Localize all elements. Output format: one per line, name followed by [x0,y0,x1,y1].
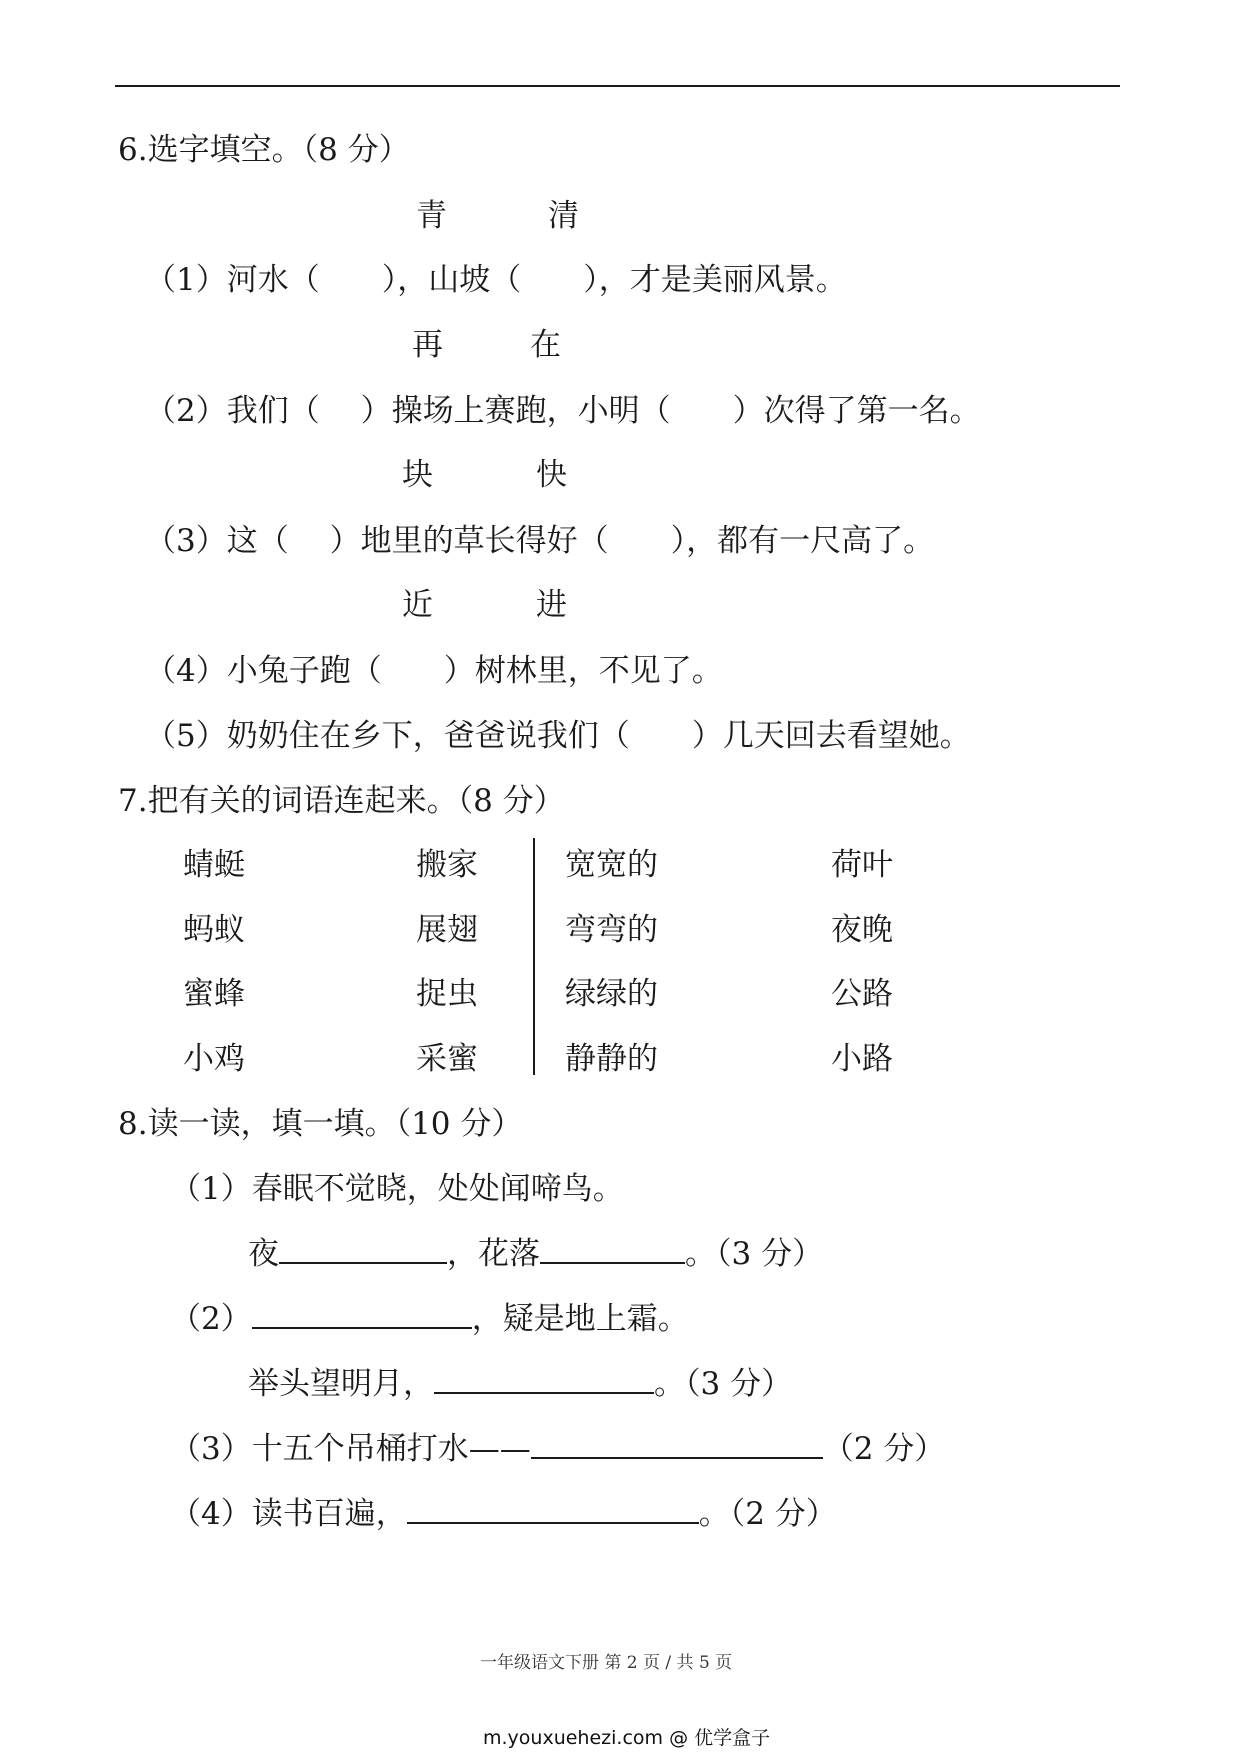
q7-divider [533,838,535,1075]
q7-word: 捉虫 [416,976,478,1012]
q8-item-2-line1 [170,1299,689,1339]
q6-option: 在 [530,327,561,363]
header-rule [115,85,1120,87]
q7-word: 采蜜 [416,1041,478,1077]
q8-text: 夜 [248,1236,279,1272]
answer-blank[interactable] [531,1429,823,1459]
q6-option: 近 [402,587,433,623]
q8-text: （2 分） [822,1431,946,1467]
site-watermark: m.youxuehezi.com @ 优学盒子 [483,1727,771,1749]
answer-blank[interactable] [252,1299,472,1329]
q6-option: 快 [536,457,567,493]
q8-item-2-line2 [248,1364,792,1404]
q7-word: 夜晚 [831,912,893,948]
q7-word: 宽宽的 [565,847,658,883]
q6-option: 进 [536,587,567,623]
q6-item-2: （2）我们（ ）操场上赛跑，小明（ ）次得了第一名。 [145,393,981,429]
q6-option: 块 [402,457,433,493]
q7-word: 小路 [831,1041,893,1077]
q8-text: 举头望明月， [248,1366,434,1402]
q7-word: 蚂蚁 [183,912,245,948]
q8-text: （4）读书百遍， [170,1496,407,1532]
q7-word: 绿绿的 [565,976,658,1012]
answer-blank[interactable] [540,1234,685,1264]
q6-item-5: （5）奶奶住在乡下，爸爸说我们（ ）几天回去看望她。 [145,718,971,754]
q7-word: 展翅 [416,912,478,948]
q7-word: 搬家 [416,847,478,883]
q8-text: 。（3 分） [685,1236,824,1272]
answer-blank[interactable] [407,1494,699,1524]
q7-word: 荷叶 [831,847,893,883]
q7-word: 蜜蜂 [183,976,245,1012]
q8-text: 。（2 分） [698,1496,837,1532]
q6-option: 清 [548,198,579,234]
q7-word: 蜻蜓 [183,847,245,883]
q8-item-1-verse: （1）春眠不觉晓，处处闻啼鸟。 [170,1171,624,1207]
q8-text: （2） [170,1301,252,1337]
q7-title: 7.把有关的词语连起来。（8 分） [118,783,565,819]
q7-word: 公路 [831,976,893,1012]
q6-item-4: （4）小兔子跑（ ）树林里，不见了。 [145,653,723,689]
q6-item-1: （1）河水（ ），山坡（ ），才是美丽风景。 [145,262,847,298]
answer-blank[interactable] [434,1364,654,1394]
q6-title: 6.选字填空。（8 分） [118,132,410,168]
q8-text: 。（3 分） [654,1366,793,1402]
q8-text: ，疑是地上霜。 [471,1301,689,1337]
q7-word: 静静的 [565,1041,658,1077]
q7-word: 小鸡 [183,1041,245,1077]
q6-option: 再 [412,327,443,363]
q8-item-3 [170,1429,945,1469]
q8-item-1-fill [248,1234,823,1274]
q8-title: 8.读一读，填一填。（10 分） [118,1106,523,1142]
page-footer: 一年级语文下册 第 2 页 / 共 5 页 [480,1653,733,1673]
q7-word: 弯弯的 [565,912,658,948]
q6-option: 青 [416,198,447,234]
q8-item-4 [170,1494,837,1534]
q8-text: （3）十五个吊桶打水—— [170,1431,531,1467]
q8-text: ，花落 [447,1236,540,1272]
answer-blank[interactable] [279,1234,447,1264]
q6-item-3: （3）这（ ）地里的草长得好（ ），都有一尺高了。 [145,523,935,559]
